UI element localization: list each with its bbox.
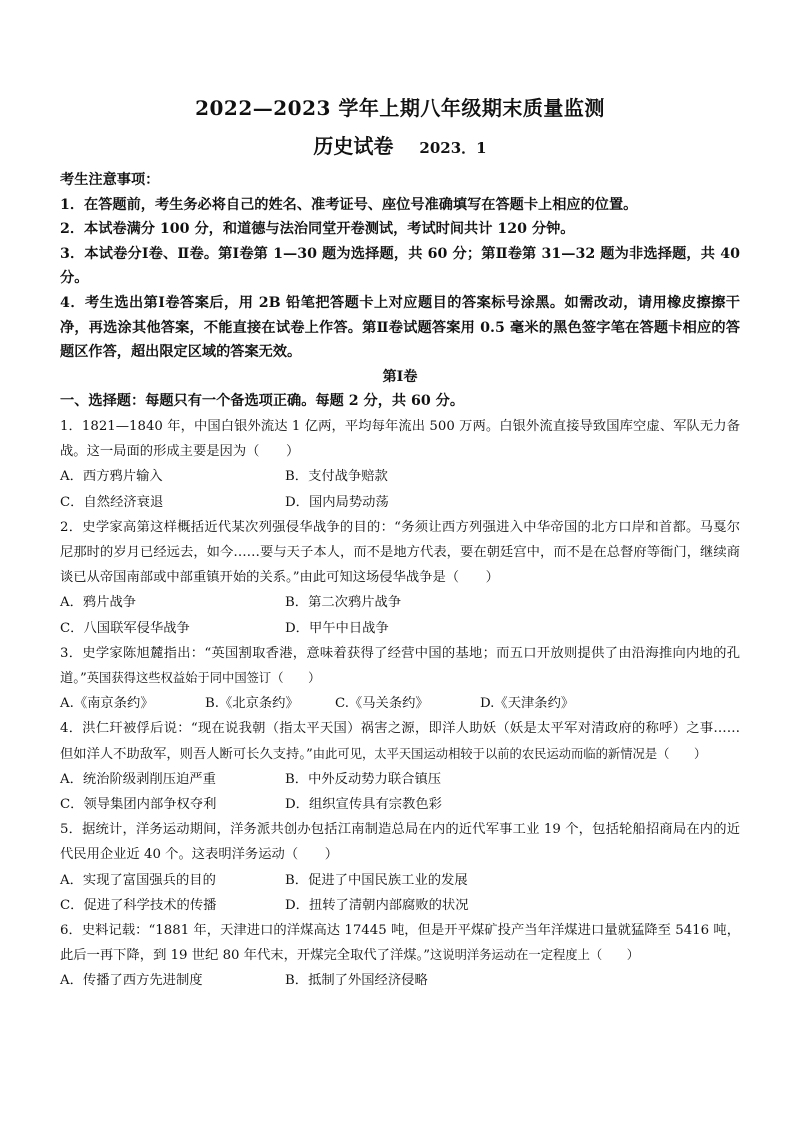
option-d: D.《天津条约》 bbox=[480, 696, 575, 712]
notice-block bbox=[60, 168, 740, 365]
option-c: C．促进了科学技术的传播 bbox=[60, 897, 217, 913]
option-b: B．中外反动势力联合镇压 bbox=[285, 771, 442, 787]
option-d: D．国内局势动荡 bbox=[285, 494, 389, 510]
options-row bbox=[60, 464, 740, 489]
options-row bbox=[60, 893, 740, 918]
question-stem: 2．史学家高第这样概括近代某次列强侵华战争的目的：“务须让西方列强进入中华帝国的北方口岸和首都。马戛尔尼那时的岁月已经远去，如今……要与天子本人，而不是地方代表，要在朝廷宫中，而不是在总督府等衙门，继续商谈已从帝国南部或中部重镇开始的关系。”由此可知这场侵华战争是（ ） bbox=[60, 519, 740, 586]
option-a: A．鸦片战争 bbox=[60, 595, 137, 611]
option-d: D．甲午中日战争 bbox=[285, 620, 389, 636]
notice-item-3: 3．本试卷分Ⅰ卷、Ⅱ卷。第Ⅰ卷第 1—30 题为选择题，共 60 分；第Ⅱ卷第 31—32 题为非选择题，共 40 分。 bbox=[60, 245, 740, 287]
options-row bbox=[60, 590, 740, 615]
option-a: A．传播了西方先进制度 bbox=[60, 973, 203, 989]
option-a: A．实现了富国强兵的目的 bbox=[60, 872, 216, 888]
notice-item-2: 2．本试卷满分 100 分，和道德与法治同堂开卷测试，考试时间共计 120 分钟。 bbox=[60, 221, 575, 238]
option-a: A.《南京条约》 bbox=[60, 696, 154, 712]
exam-subtitle bbox=[60, 132, 740, 162]
options-row bbox=[60, 616, 740, 641]
options-row bbox=[60, 792, 740, 817]
part-label: 第Ⅰ卷 bbox=[382, 368, 418, 385]
question-stem-tail: 这说明洋务运动在一定程度上（ ） bbox=[430, 948, 640, 963]
option-b: B．抵制了外国经济侵略 bbox=[285, 973, 428, 989]
options-row bbox=[60, 968, 740, 993]
question-stem-main: 3．史学家陈旭麓指出：“英国割取香港，意味着获得了经营中国的基地；而五口开放则提供了由沿海推向内地的孔道。” bbox=[60, 645, 740, 686]
option-b: B．第二次鸦片战争 bbox=[285, 595, 402, 611]
option-b: B．支付战争赔款 bbox=[285, 469, 388, 485]
option-a: A．西方鸦片输入 bbox=[60, 469, 163, 485]
option-a: A．统治阶级剥削压迫严重 bbox=[60, 771, 216, 787]
notice-heading: 考生注意事项： bbox=[60, 172, 160, 188]
option-b: B．促进了中国民族工业的发展 bbox=[285, 872, 468, 888]
question-stem-main: 6．史料记载：“1881 年，天津进口的洋煤高达 17445 吨，但是开平煤矿投产当年洋煤进口量就猛降至 5416 吨，此后一再下降，到 19 世纪 80 年代末，开煤完全取代了洋煤。” bbox=[60, 923, 740, 964]
notice-item-1: 1．在答题前，考生务必将自己的姓名、准考证号、座位号准确填写在答题卡上相应的位置。 bbox=[60, 196, 638, 213]
option-c: C．八国联军侵华战争 bbox=[60, 620, 190, 636]
option-b: B.《北京条约》 bbox=[205, 696, 299, 712]
options-row bbox=[60, 691, 740, 716]
exam-date: 2023．1 bbox=[419, 139, 487, 157]
question-stem bbox=[60, 918, 740, 968]
section-title: 一、选择题：每题只有一个备选项正确。每题 2 分，共 60 分。 bbox=[60, 393, 465, 410]
option-d: D．扭转了清朝内部腐败的状况 bbox=[285, 897, 469, 913]
option-c: C．领导集团内部争权夺利 bbox=[60, 796, 217, 812]
exam-page bbox=[60, 94, 740, 994]
options-row bbox=[60, 767, 740, 792]
question-stem-tail: 由此可见，太平天国运动相较于以前的农民运动而临的新情况是（ ） bbox=[312, 746, 707, 761]
notice-item-4: 4．考生选出第Ⅰ卷答案后，用 2B 铅笔把答题卡上对应题目的答案标号涂黑。如需改动，请用橡皮擦擦干净，再选涂其他答案，不能直接在试卷上作答。第Ⅱ卷试题答案用 0.5 毫米的黑色签字笔在答题卡相应的答题区作答，超出限定区域的答案无效。 bbox=[60, 294, 740, 361]
question-stem-main: 4．洪仁玕被俘后说：“现在说我朝（指太平天国）祸害之源，即洋人助妖（妖是太平军对清政府的称呼）之事……但如洋人不助敌军，则吾人断可长久支持。” bbox=[60, 721, 740, 762]
option-c: C.《马关条约》 bbox=[335, 696, 429, 712]
options-row bbox=[60, 490, 740, 515]
options-row bbox=[60, 868, 740, 893]
option-d: D．组织宣传具有宗教色彩 bbox=[285, 796, 442, 812]
question-stem: 5．据统计，洋务运动期间，洋务派共创办包括江南制造总局在内的近代军事工业 19 个，包括轮船招商局在内的近代民用企业近 40 个。这表明洋务运动（ ） bbox=[60, 822, 740, 863]
question-stem-tail: 英国获得这些权益始于同中国签订（ ） bbox=[86, 670, 321, 685]
exam-title: 2022—2023 学年上期八年级期末质量监测 bbox=[195, 96, 605, 120]
question-stem: 1．1821—1840 年，中国白银外流达 1 亿两，平均每年流出 500 万两。白银外流直接导致国库空虚、军队无力备战。这一局面的形成主要是因为（ ） bbox=[60, 418, 740, 460]
question-stem bbox=[60, 641, 740, 691]
option-c: C．自然经济衰退 bbox=[60, 494, 164, 510]
subject-name: 历史试卷 bbox=[313, 134, 394, 158]
question-stem bbox=[60, 716, 740, 766]
